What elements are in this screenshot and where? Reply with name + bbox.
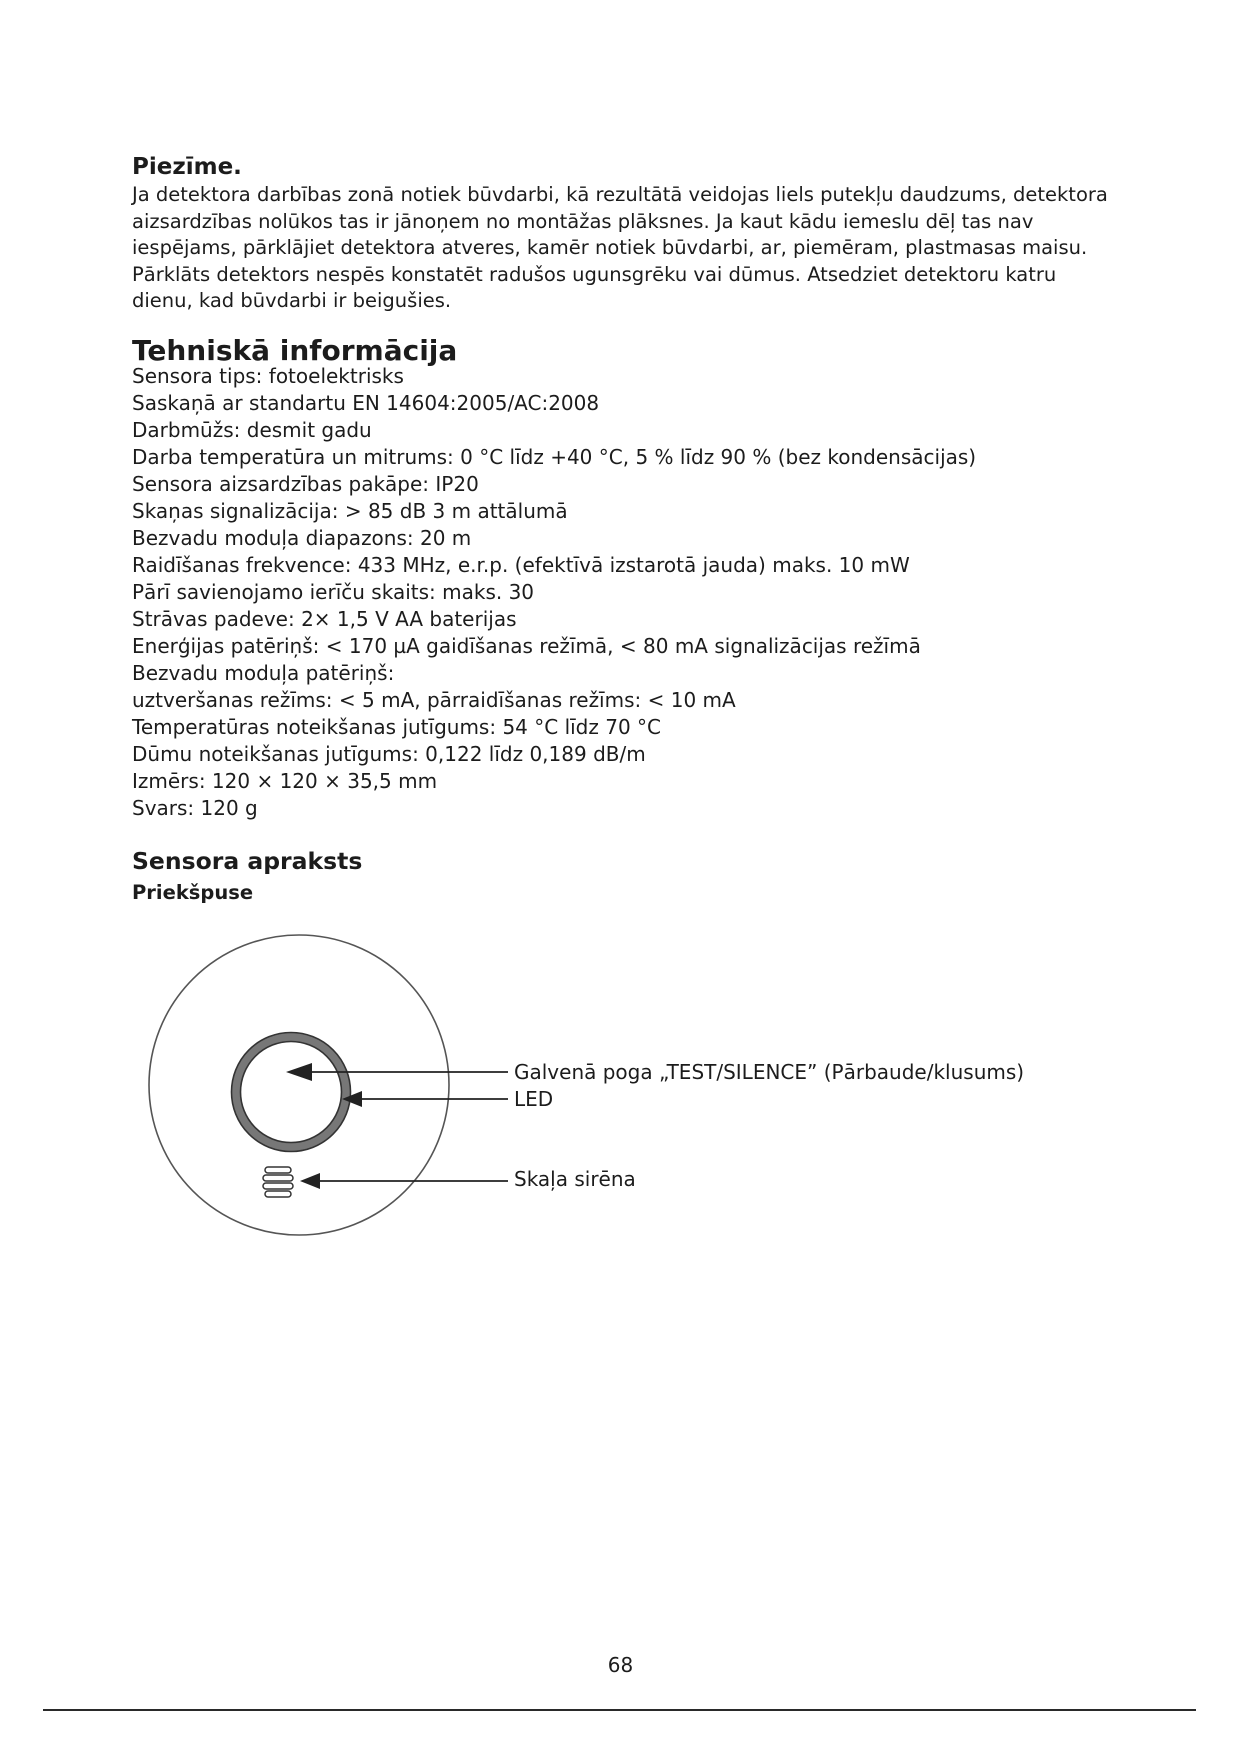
led-ring [236, 1037, 346, 1147]
spec-item: Raidīšanas frekvence: 433 MHz, e.r.p. (efektīvā izstarotā jauda) maks. 10 mW [132, 553, 910, 577]
spec-item: Svars: 120 g [132, 796, 258, 820]
spec-item: Bezvadu moduļa diapazons: 20 m [132, 526, 472, 550]
spec-item: Pārī savienojamo ierīču skaits: maks. 30 [132, 580, 535, 604]
spec-item: Saskaņā ar standartu EN 14604:2005/AC:2008 [132, 391, 600, 415]
spec-item: Darba temperatūra un mitrums: 0 °C līdz +40 °C, 5 % līdz 90 % (bez kondensācijas) [132, 445, 977, 469]
front-side-subtitle: Priekšpuse [132, 881, 254, 904]
spec-item: Skaņas signalizācija: > 85 dB 3 m attālumā [132, 499, 568, 523]
spec-item: Dūmu noteikšanas jutīgums: 0,122 līdz 0,189 dB/m [132, 742, 646, 766]
test-silence-button [241, 1042, 342, 1143]
siren-grille-icon [263, 1167, 293, 1197]
detector-front-diagram [120, 925, 1025, 1245]
callout-arrow-siren [300, 1173, 508, 1189]
tech-info-title: Tehniskā informācija [132, 334, 458, 367]
led-ring-outer-edge [232, 1033, 351, 1152]
spec-item: Temperatūras noteikšanas jutīgums: 54 °C līdz 70 °C [132, 715, 662, 739]
callout-label-led: LED [514, 1087, 554, 1111]
note-title: Piezīme. [132, 154, 242, 180]
sensor-description-title: Sensora apraksts [132, 847, 363, 875]
spec-item: Strāvas padeve: 2× 1,5 V AA baterijas [132, 607, 517, 631]
spec-item: Sensora tips: fotoelektrisks [132, 364, 404, 388]
spec-item: Bezvadu moduļa patēriņš: [132, 661, 395, 685]
note-paragraph: Ja detektora darbības zonā notiek būvdarbi, kā rezultātā veidojas liels putekļu daudzums, detektora aizsardzības nolūkos tas ir jānoņem no montāžas plāksnes. Ja kaut kādu iemeslu dēļ tas nav iespējams, pārklājiet detektora atveres, kamēr notiek būvdarbi, ar, piemēram, plastmasas maisu. [132, 183, 1108, 259]
spec-item: Sensora aizsardzības pakāpe: IP20 [132, 472, 479, 496]
callout-arrow-button [286, 1063, 508, 1081]
footer-divider [43, 1709, 1196, 1711]
spec-item: Enerģijas patēriņš: < 170 µA gaidīšanas režīmā, < 80 mA signalizācijas režīmā [132, 634, 921, 658]
page-number: 68 [607, 1653, 634, 1677]
spec-list [132, 363, 976, 822]
callout-label-siren: Skaļa sirēna [514, 1167, 636, 1191]
callout-label-button: Galvenā poga „TEST/SILENCE” (Pārbaude/klusums) [514, 1060, 1025, 1084]
spec-item: Izmērs: 120 × 120 × 35,5 mm [132, 769, 438, 793]
note-paragraph: Pārklāts detektors nespēs konstatēt radušos ugunsgrēku vai dūmus. Atsedziet detektoru katru dienu, kad būvdarbi ir beigušies. [132, 262, 1057, 312]
callout-arrow-led [342, 1091, 508, 1107]
spec-item: Darbmūžs: desmit gadu [132, 418, 372, 442]
detector-body-circle [149, 935, 449, 1235]
note-body [132, 182, 1122, 315]
detector-illustration [120, 925, 1020, 1245]
spec-item: uztveršanas režīms: < 5 mA, pārraidīšanas režīms: < 10 mA [132, 688, 736, 712]
